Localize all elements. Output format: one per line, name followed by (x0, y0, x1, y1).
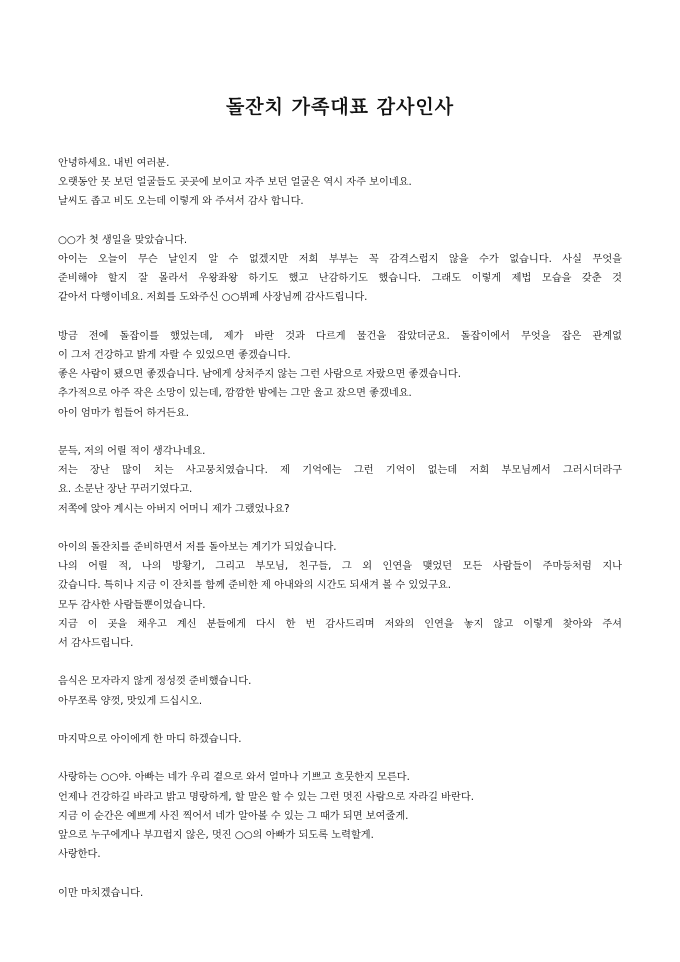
text-line: 오랫동안 못 보던 얼굴들도 곳곳에 보이고 자주 보던 얼굴은 역시 자주 보이네요. (58, 177, 412, 189)
text-line: 저쪽에 앉아 계시는 아버지 어머니 제가 그랬었나요? (58, 503, 290, 515)
text-line: 추가적으로 아주 작은 소망이 있는데, 깜깜한 밤에는 그만 울고 잤으면 좋겠네요. (58, 388, 412, 400)
text-line: 앞으로 누구에게나 부끄럽지 않은, 멋진 ○○의 아빠가 되도록 노력할게. (58, 830, 374, 841)
text-line: 이 그저 건강하고 밝게 자랄 수 있었으면 좋겠습니다. (58, 350, 291, 361)
text-line: 나의 어릴 적, 나의 방황기, 그리고 부모님, 친구들, 그 외 인연을 맺었던 모든 사람들이 주마등처럼 지나 (58, 561, 622, 573)
paragraph (58, 884, 622, 903)
paragraph (58, 231, 622, 308)
text-line: 안녕하세요. 내빈 여러분. (58, 158, 170, 169)
text-line: 마지막으로 아이에게 한 마디 하겠습니다. (58, 734, 242, 745)
text-line: 준비해야 할지 잘 몰라서 우왕좌왕 하기도 했고 난감하기도 했습니다. 그래도 이렇게 제법 모습을 갖춘 것 (58, 273, 622, 285)
document-body (58, 154, 622, 903)
text-line: 아이는 오늘이 무슨 날인지 알 수 없겠지만 저희 부부는 꼭 감격스럽지 않을 수가 없습니다. 사실 무엇을 (58, 254, 622, 265)
text-line: 같아서 다행이네요. 저희를 도와주신 ○○뷔페 사장님께 감사드립니다. (58, 292, 368, 304)
text-line: 문득, 저의 어릴 적이 생각나네요. (58, 446, 206, 457)
text-line: 지금 이 곳을 채우고 계신 분들에게 다시 한 번 감사드리며 저와의 인연을 놓지 않고 이렇게 찾아와 주셔 (58, 618, 622, 630)
text-line: 서 감사드립니다. (58, 638, 134, 650)
paragraph (58, 538, 622, 653)
text-line: 날씨도 좁고 비도 오는데 이렇게 와 주셔서 감사 합니다. (58, 196, 304, 208)
paragraph (58, 768, 622, 864)
text-line: ○○가 첫 생일을 맞았습니다. (58, 234, 188, 246)
text-line: 아이의 돌잔치를 준비하면서 저를 돌아보는 계기가 되었습니다. (58, 542, 337, 553)
text-line: 사랑한다. (58, 849, 101, 861)
text-line: 사랑하는 ○○야. 아빠는 네가 우리 곁으로 와서 얼마나 기쁘고 흐뭇한지 모른다. (58, 772, 410, 784)
paragraph (58, 730, 622, 749)
text-line: 언제나 건강하길 바라고 밝고 명랑하게, 할 말은 할 수 있는 그런 멋진 사람으로 자라길 바란다. (58, 791, 474, 803)
text-line: 지금 이 순간은 예쁘게 사진 찍어서 네가 알아볼 수 있는 그 때가 되면 보여줄게. (58, 810, 409, 822)
text-line: 요. 소문난 장난 꾸러기였다고. (58, 484, 193, 496)
text-line: 좋은 사람이 됐으면 좋겠습니다. 남에게 상처주지 않는 그런 사람으로 자랐으면 좋겠습니다. (58, 369, 461, 381)
paragraph (58, 154, 622, 212)
paragraph (58, 672, 622, 710)
text-line: 방금 전에 돌잡이를 했었는데, 제가 바란 것과 다르게 물건을 잡았더군요. 돌잡이에서 무엇을 잡은 관계없 (58, 330, 622, 342)
text-line: 모두 감사한 사람들뿐이었습니다. (58, 599, 206, 611)
text-line: 저는 장난 많이 치는 사고뭉치였습니다. 제 기억에는 그런 기억이 없는데 저희 부모님께서 그러시더라구 (58, 465, 622, 477)
text-line: 아무쪼록 양껏, 맛있게 드십시오. (58, 695, 203, 707)
text-line: 아이 엄마가 힘들어 하거든요. (58, 407, 190, 419)
paragraph (58, 327, 622, 423)
text-line: 갔습니다. 특히나 지금 이 잔치를 함께 준비한 제 아내와의 시간도 되새겨 볼 수 있었구요. (58, 580, 452, 592)
paragraph (58, 442, 622, 519)
text-line: 이만 마치겠습니다. (58, 887, 144, 899)
text-line: 음식은 모자라지 않게 정성껏 준비했습니다. (58, 676, 252, 688)
document-title: 돌잔치 가족대표 감사인사 (225, 96, 455, 118)
